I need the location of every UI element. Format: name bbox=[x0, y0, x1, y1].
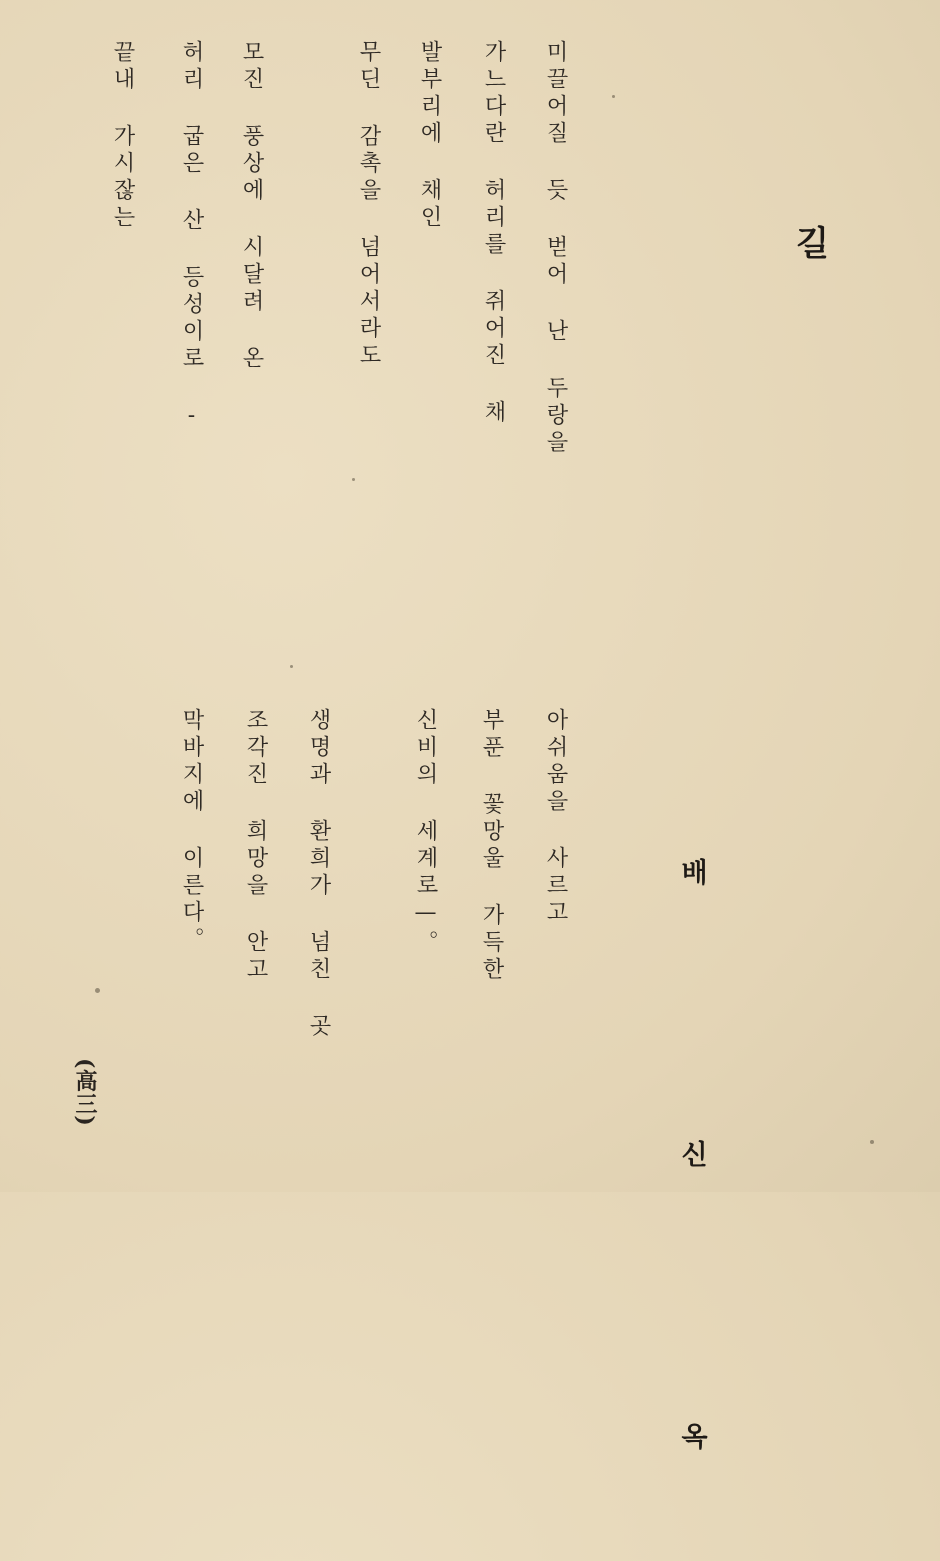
author-name: 배 신 옥 bbox=[676, 858, 707, 1561]
stanza2-line-5: 조각진 희망을 안고 bbox=[243, 708, 268, 984]
stanza1-line-3: 발부리에 채인 bbox=[417, 40, 442, 232]
stanza2-line-6: 막바지에 이른다。 bbox=[179, 708, 204, 954]
stanza2-line-3: 신비의 세계로—。 bbox=[413, 708, 438, 957]
stanza1-line-6: 허리 굽은 산 등성이로 - bbox=[179, 40, 204, 433]
paper-speck bbox=[612, 95, 615, 98]
grade-label: (高三) bbox=[72, 1058, 98, 1127]
stanza1-line-2: 가느다란 허리를 쥐어진 채 bbox=[481, 40, 506, 427]
stanza2-line-1: 아쉬움을 사르고 bbox=[543, 708, 568, 927]
stanza1-line-7: 끝내 가시잖는 bbox=[110, 40, 135, 232]
stanza2-line-4: 생명과 환희가 넘친 곳 bbox=[306, 708, 331, 1041]
paper-speck bbox=[870, 1140, 874, 1144]
stanza2-line-2: 부푼 꽃망울 가득한 bbox=[479, 708, 504, 984]
poem-title: 길 bbox=[789, 225, 829, 259]
paper-speck bbox=[95, 988, 100, 993]
paper-speck bbox=[290, 665, 293, 668]
stanza1-line-5: 모진 풍상에 시달려 온 bbox=[239, 40, 264, 373]
stanza1-line-4: 무딘 감촉을 넘어서라도 bbox=[356, 40, 381, 370]
paper-speck bbox=[352, 478, 355, 481]
stanza1-line-1: 미끌어질 듯 벋어 난 두랑을 bbox=[543, 40, 568, 457]
